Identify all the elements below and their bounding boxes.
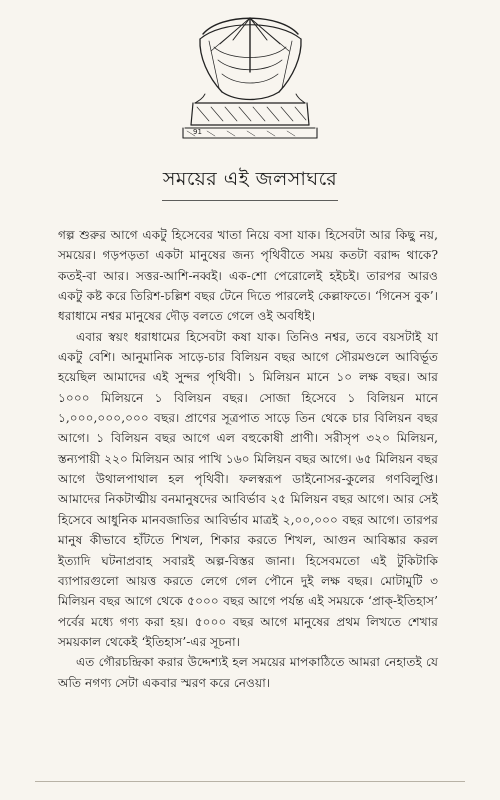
paragraph-3: এত গৌরচন্দ্রিকা করার উদ্দেশ্যই হল সময়ের মাপকাঠিতে আমরা নেহাতই যে অতি নগণ্য সেটা একবার স্মরণ করে নেওয়া।	[58, 655, 438, 690]
page-bottom-line	[35, 781, 465, 782]
paragraph-2: এবার স্বয়ং ধরাধামের হিসেবটা কষা যাক। তিনিও নশ্বর, তবে বয়সটাই যা একটু বেশি। আনুমানিক সাড়ে-চার বিলিয়ন বছর আগে সৌরমণ্ডলে আবির্ভূত হয়েছিল আমাদের এই সুন্দর পৃথিবী। ১ মিলিয়ন মানে ১০ লক্ষ বছর। আর ১০০০ মিলিয়নে ১ বিলিয়ন বছর। সোজা হিসেবে ১ বিলিয়ন মানে ১,০০০,০০০,০০০ বছর। প্রাণের সূত্রপাত সাড়ে তিন থেকে চার বিলিয়ন বছর আগে। ১ বিলিয়ন বছর আগে এল বহুকোষী প্রাণী। সরীসৃপ ৩২০ মিলিয়ন, স্তন্যপায়ী ২২০ মিলিয়ন আর পাখি ১৬০ মিলিয়ন বছর আগে। ৬৫ মিলিয়ন বছর আগে উথালপাথাল হল পৃথিবী। ফলস্বরূপ ডাইনোসর-কুলের গণবিলুপ্তি। আমাদের নিকটাত্মীয় বনমানুষদের আবির্ভাব ২৫ মিলিয়ন বছর আগে। আর সেই হিসেবে আধুনিক মানবজাতির আবির্ভাব মাত্রই ২,০০,০০০ বছর আগে। তারপর মানুষ কীভাবে হাঁটতে শিখল, শিকার করতে শিখল, আগুন আবিষ্কার করল ইত্যাদি ঘটনাপ্রবাহ সবারই অল্প-বিস্তর জানা। হিসেবমতো এই টুকিটাকি ব্যাপারগুলো আয়ত্ত করতে লেগে গেল পৌনে দুই লক্ষ বছর। মোটামুটি ৩ মিলিয়ন বছর আগে থেকে ৫০০০ বছর আগে পর্যন্ত এই সময়কে ‘প্রাক্-ইতিহাস’ পর্বের মধ্যে গণ্য করা হয়। ৫০০০ বছর আগে মানুষের প্রথম লিখতে শেখার সময়কাল থেকেই ‘ইতিহাস’-এর সূচনা।	[58, 329, 438, 649]
page-title: সময়ের এই জলসাঘরে	[157, 165, 343, 201]
paragraph-1: গল্প শুরুর আগে একটু হিসেবের খাতা নিয়ে বসা যাক। হিসেবটা আর কিছু নয়, সময়ের। গড়পড়তা একটা মানুষের জন্য পৃথিবীতে সময় কতটা বরাদ্দ থাকে? কতই-বা আর। সত্তর-আশি-নব্বই। এক-শো পেরোলেই হইচই। তারপর আরও একটু কষ্ট করে তিরিশ-চল্লিশ বছর টেনে দিতে পারলেই কেল্লাফতে। ‘গিনেস বুক’। ধরাধামে নশ্বর মানুষের দৌড় বলতে গেলে ওই অবধিই।	[58, 228, 438, 324]
illustration-mark: 91	[193, 128, 202, 136]
sundial-illustration	[175, 6, 325, 151]
page-title-wrap	[0, 165, 500, 201]
body-text	[58, 225, 438, 693]
